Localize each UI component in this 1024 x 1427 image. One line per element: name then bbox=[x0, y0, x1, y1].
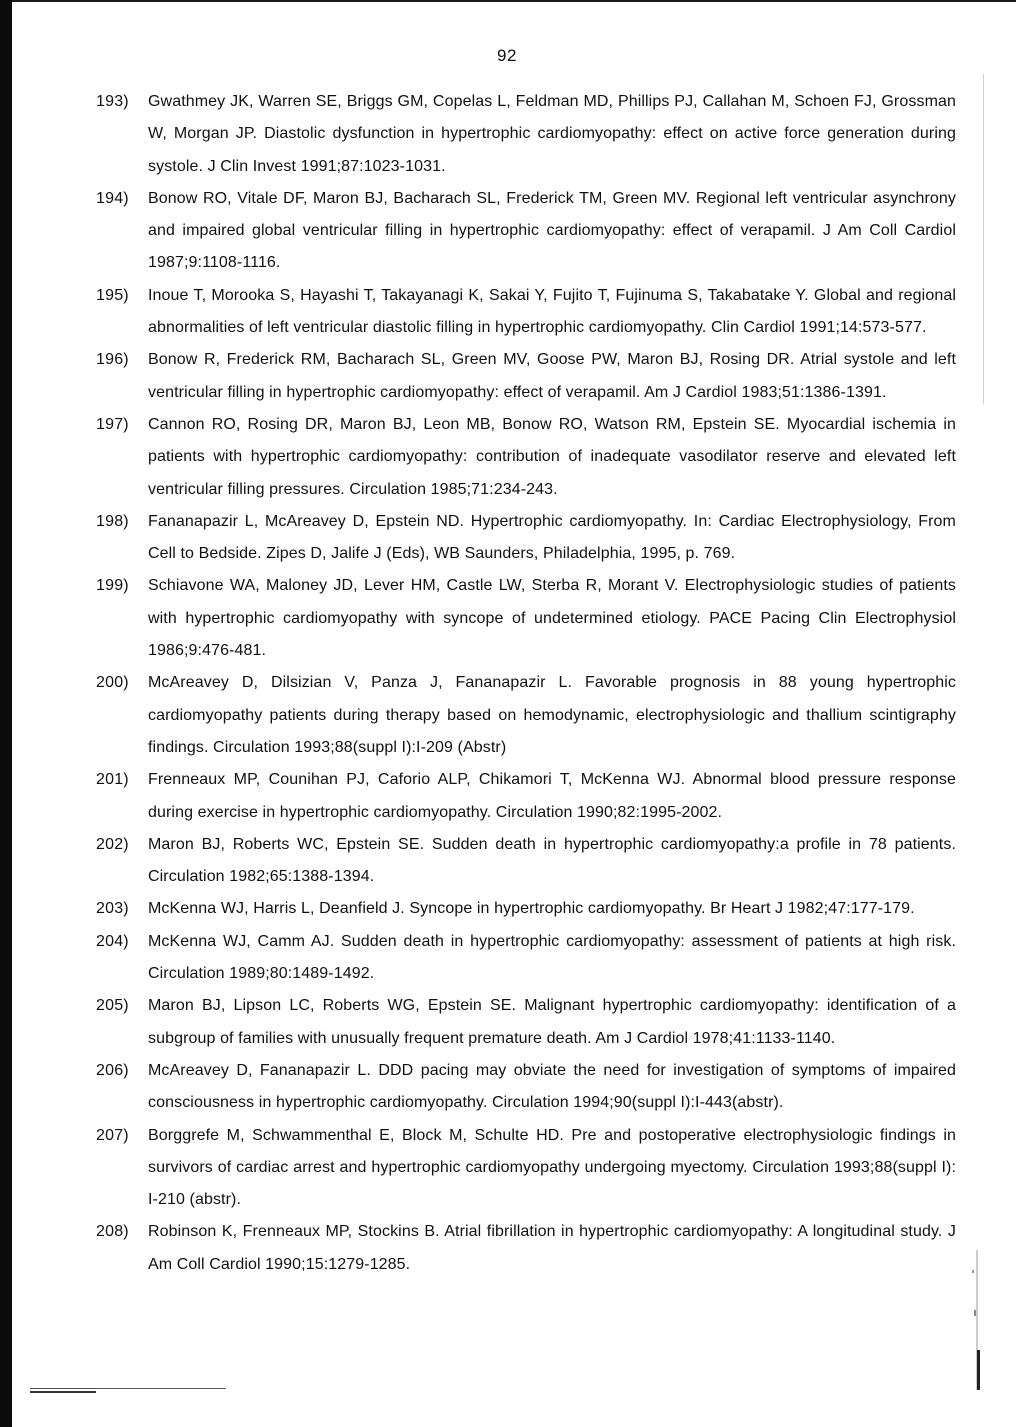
reference-text: Robinson K, Frenneaux MP, Stockins B. Atrial fibrillation in hypertrophic cardiomyopathy: A longitudinal study. J Am Coll Cardiol 1990;15:1279-1285. bbox=[148, 1223, 956, 1273]
reference-item bbox=[96, 1216, 956, 1281]
reference-item bbox=[96, 86, 956, 183]
reference-text: Inoue T, Morooka S, Hayashi T, Takayanagi K, Sakai Y, Fujito T, Fujinuma S, Takabatake Y. Global and regional abnormalities of left ventricular diastolic filling in hypertrophic cardiomyopathy. Clin Cardiol 1991;14:573-577. bbox=[148, 286, 956, 337]
reference-text: McAreavey D, Fananapazir L. DDD pacing may obviate the need for investigation of symptoms of impaired consciousness in hypertrophic cardiomyopathy. Circulation 1994;90(suppl I):I-443(abstr). bbox=[148, 1061, 956, 1112]
footer-rule-accent bbox=[30, 1391, 96, 1393]
reference-text: Cannon RO, Rosing DR, Maron BJ, Leon MB, Bonow RO, Watson RM, Epstein SE. Myocardial ischemia in patients with hypertrophic cardiomyopathy: contribution of inadequate vasodilator reserve and elevated left ventricular filling pressures. Circulation 1985;71:234-243. bbox=[148, 415, 956, 498]
reference-item bbox=[96, 344, 956, 409]
reference-text: Fananapazir L, McAreavey D, Epstein ND. Hypertrophic cardiomyopathy. In: Cardiac Electrophysiology, From Cell to Bedside. Zipes D, Jalife J (Eds), WB Saunders, Philadelphia, 1995, p. 769. bbox=[148, 512, 956, 563]
reference-number: 201) bbox=[96, 771, 129, 789]
reference-item bbox=[96, 926, 956, 991]
reference-text: McAreavey D, Dilsizian V, Panza J, Fananapazir L. Favorable prognosis in 88 young hypertrophic cardiomyopathy patients during therapy based on hemodynamic, electrophysiologic and thallium scintigraphy findings. Circulation 1993;88(suppl I):I-209 (Abstr) bbox=[148, 674, 956, 756]
reference-number: 195) bbox=[96, 286, 129, 304]
reference-number: 200) bbox=[96, 674, 129, 692]
reference-item bbox=[96, 570, 956, 667]
reference-item bbox=[96, 667, 956, 764]
reference-item bbox=[96, 893, 956, 925]
reference-item bbox=[96, 280, 956, 345]
reference-number: 196) bbox=[96, 351, 129, 369]
reference-item bbox=[96, 1120, 956, 1217]
reference-item bbox=[96, 506, 956, 571]
reference-number: 198) bbox=[96, 512, 129, 530]
reference-text: McKenna WJ, Harris L, Deanfield J. Syncope in hypertrophic cardiomyopathy. Br Heart J 1982;47:177-179. bbox=[148, 900, 915, 918]
reference-number: 205) bbox=[96, 997, 129, 1015]
reference-item bbox=[96, 409, 956, 506]
reference-text: Schiavone WA, Maloney JD, Lever HM, Castle LW, Sterba R, Morant V. Electrophysiologic studies of patients with hypertrophic cardiomyopathy with syncope of undetermined etiology. PACE Pacing Clin Electrophysiol 1986;9:476-481. bbox=[148, 577, 956, 660]
reference-text: Gwathmey JK, Warren SE, Briggs GM, Copelas L, Feldman MD, Phillips PJ, Callahan M, Schoen FJ, Grossman W, Morgan JP. Diastolic dysfunction in hypertrophic cardiomyopathy: effect on active force generation during systole. J Clin Invest 1991;87:1023-1031. bbox=[148, 93, 956, 175]
reference-text: Borggrefe M, Schwammenthal E, Block M, Schulte HD. Pre and postoperative electrophysiologic findings in survivors of cardiac arrest and hypertrophic cardiomyopathy undergoing myectomy. Circulation 1993;88(suppl I): I-210 (abstr). bbox=[148, 1126, 956, 1209]
reference-number: 199) bbox=[96, 577, 129, 595]
reference-text: Bonow RO, Vitale DF, Maron BJ, Bacharach SL, Frederick TM, Green MV. Regional left ventricular asynchrony and impaired global ventricular filling in hypertrophic cardiomyopathy: effect of verapamil. J Am Coll Cardiol 1987;9:1108-1116. bbox=[148, 189, 956, 272]
scan-edge-top bbox=[12, 0, 1016, 2]
reference-number: 207) bbox=[96, 1126, 129, 1144]
reference-text: McKenna WJ, Camm AJ. Sudden death in hypertrophic cardiomyopathy: assessment of patients at high risk. Circulation 1989;80:1489-1492. bbox=[148, 932, 956, 983]
reference-number: 208) bbox=[96, 1223, 129, 1241]
reference-number: 197) bbox=[96, 415, 129, 433]
reference-text: Maron BJ, Roberts WC, Epstein SE. Sudden death in hypertrophic cardiomyopathy:a profile in 78 patients. Circulation 1982;65:1388-1394. bbox=[148, 835, 956, 886]
reference-item bbox=[96, 1055, 956, 1120]
reference-text: Maron BJ, Lipson LC, Roberts WG, Epstein SE. Malignant hypertrophic cardiomyopathy: identification of a subgroup of families with unusually frequent premature death. Am J Cardiol 1978;41:1133-1140. bbox=[148, 997, 956, 1047]
scan-noise-mark bbox=[964, 1250, 982, 1390]
reference-number: 194) bbox=[96, 189, 129, 207]
footer-rule bbox=[30, 1388, 226, 1389]
reference-number: 203) bbox=[96, 900, 129, 918]
reference-item bbox=[96, 990, 956, 1055]
scan-edge-left bbox=[0, 0, 12, 1427]
reference-number: 193) bbox=[96, 93, 129, 110]
reference-item bbox=[96, 764, 956, 829]
reference-list bbox=[96, 86, 956, 1281]
reference-item bbox=[96, 183, 956, 280]
reference-item bbox=[96, 829, 956, 894]
scan-edge-line bbox=[983, 74, 984, 404]
reference-number: 204) bbox=[96, 932, 129, 950]
reference-number: 202) bbox=[96, 835, 129, 853]
reference-text: Bonow R, Frederick RM, Bacharach SL, Green MV, Goose PW, Maron BJ, Rosing DR. Atrial systole and left ventricular filling in hypertrophic cardiomyopathy: effect of verapamil. Am J Cardiol 1983;51:1386-1391. bbox=[148, 351, 956, 401]
reference-number: 206) bbox=[96, 1061, 129, 1079]
reference-text: Frenneaux MP, Counihan PJ, Caforio ALP, Chikamori T, McKenna WJ. Abnormal blood pressure response during exercise in hypertrophic cardiomyopathy. Circulation 1990;82:1995-2002. bbox=[148, 771, 956, 821]
page-number: 92 bbox=[497, 46, 517, 65]
